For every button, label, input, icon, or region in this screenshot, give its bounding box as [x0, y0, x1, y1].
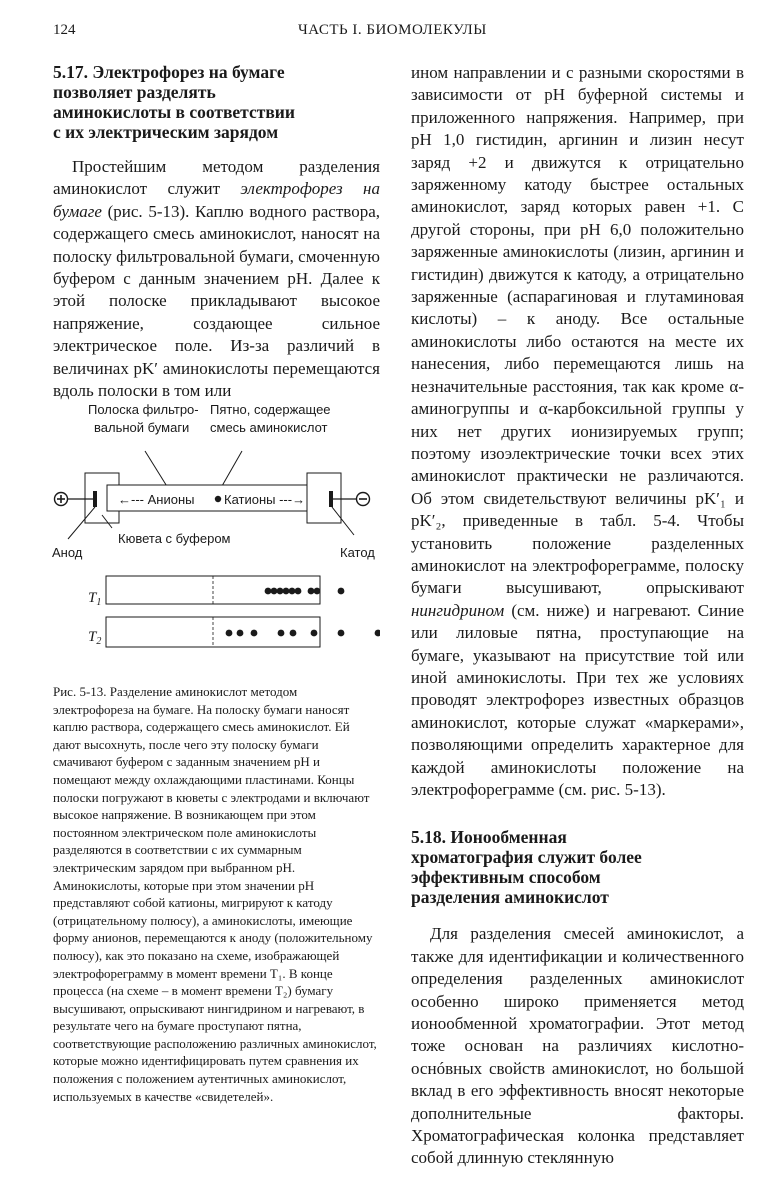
right-column — [411, 62, 744, 1170]
t2-amino-acid-spots — [226, 630, 380, 637]
amino-acid-spot — [311, 630, 318, 637]
section-5-17-title: 5.17. Электрофорез на бумаге позволяет разделять аминокислоты в соответствии с их электрическим зарядом — [53, 62, 295, 142]
label-filter-paper-strip: Полоска фильтро- — [88, 402, 199, 417]
amino-acid-spot — [290, 630, 297, 637]
cathode-cuvette — [307, 473, 341, 523]
amino-acid-spot — [338, 630, 345, 637]
amino-acid-spot — [237, 630, 244, 637]
amino-acid-spot — [283, 588, 290, 595]
running-head — [53, 22, 724, 42]
label-cations: Катионы ---→ — [224, 492, 306, 507]
amino-acid-spot — [251, 630, 258, 637]
amino-acid-spot — [308, 588, 315, 595]
amino-acid-spot — [265, 588, 272, 595]
figure-5-13-electrophoresis-diagram — [40, 395, 380, 665]
cathode-electrode — [329, 491, 333, 507]
amino-acid-spot — [314, 588, 321, 595]
t1-amino-acid-spots — [265, 588, 345, 595]
sample-spot — [215, 496, 221, 502]
figure-caption: Рис. 5-13. Разделение аминокислот методом электрофореза на бумаге. На полоску бумаги наносят каплю раствора, содержащего смесь аминокислот. Ей дают высохнуть, после чего эту полоску бумаги смачивают буфером с заданным значением pH и помещают между охлаждающими пластинами. Концы полоски погружают в кюветы с электродами и включают высокое напряжение. В возникающем при этом постоянном электрическом поле аминокислоты разделяются в соответствии с их суммарным электрическим зарядом при выбранном pH. Аминокислоты, которые при этом значении pH представляют собой катионы, мигрируют к катоду (отрицательному полюсу), а аминокислоты, имеющие форму анионов, перемещаются к аноду (положительному полюсу), как это показано на схеме, изображающей электрофореграмму в момент времени T₁. В конце процесса (на схеме – в момент времени T₂) бумагу высушивают, опрыскивают нингидрином и нагревают, в результате чего на бумаге проступают пятна, соответствующие расположению различных аминокислот, которые можно идентифицировать путем сравнения их положения с положением аутентичных аминокислот, используемых в качестве «свидетелей». — [53, 684, 377, 1104]
amino-acid-spot — [277, 588, 284, 595]
term-paper-electrophoresis: электрофорез на бумаге — [53, 179, 380, 221]
caption-lead: Рис. 5-13. — [53, 684, 107, 699]
amino-acid-spot — [295, 588, 302, 595]
amino-acid-spot — [271, 588, 278, 595]
anode-electrode — [93, 491, 97, 507]
label-anode: Анод — [52, 545, 83, 560]
label-t1: $T_1$ — [88, 590, 102, 608]
left-column — [53, 62, 380, 402]
term-ninhydrin: нингидрином — [411, 600, 505, 620]
amino-acid-spot — [226, 630, 233, 637]
amino-acid-spot — [375, 630, 380, 637]
label-t2: $T_2$ — [88, 629, 102, 647]
amino-acid-spot — [338, 588, 345, 595]
section-5-17-continued: ином направлении и с разными скоростями в зависимости от pH буферной системы и приложенного напряжения. Например, при pH 1,0 гистидин, аргинин и лизин несут заряд +2 и движутся к отрицательно заряженному катоду быстрее остальных аминокислот, заряд которых равен +1. С другой стороны, при pH 6,0 положительно заряженные аминокислоты (лизин, аргинин и гистидин) движутся к катоду, а отрицательно заряженные (аспарагиновая и глутаминовая кислоты) – к аноду. Все остальные аминокислоты либо остаются на месте их нанесения, либо перемещаются лишь на незначительные расстояния, так как кроме α-аминогруппы и α-карбоксильной группы у них нет других ионизируемых групп; поэтому изоэлектрические точки всех этих аминокислот практически не различаются. Об этом свидетельствуют величины pK′₁ и pK′₂, приведенные в табл. 5-4. Чтобы установить положение разделенных аминокислот на электрофореграмме, полоску бумаги высушивают, опрыскивают нингидрином (см. ниже) и нагревают. Синие или лиловые пятна, проступающие на бумаге, указывают на присутствие той или иной аминокислоты. При тех же условиях проводят электрофорез известных образцов аминокислот, которые служат «маркерами», позволяющими определить характерное для каждой аминокислоты положение на электрофореграмме (см. рис. 5-13). — [411, 63, 744, 799]
section-5-18-paragraph-1: Для разделения смесей аминокислот, а также для идентификации и количественного определения разделенных аминокислот особенно широко применяется метод ионообменной хроматографии. Этот метод тоже основан на различиях кислотно-оснóвных свойств аминокислот, но большой вклад в его эффективность вносят некоторые дополнительные факторы. Хроматографическая колонка представляет собой длинную стеклянную — [411, 924, 744, 1168]
amino-acid-spot — [289, 588, 296, 595]
label-filter-paper-strip-2: вальной бумаги — [94, 420, 190, 435]
label-sample-spot-2: смесь аминокислот — [210, 420, 328, 435]
chapter-title: ЧАСТЬ I. БИОМОЛЕКУЛЫ — [298, 22, 487, 38]
section-5-18-title: 5.18. Ионообменная хроматография служит более эффективным способом разделения аминокислот — [411, 827, 642, 908]
label-cuvette-with-buffer: Кювета с буфером — [118, 531, 231, 546]
page-number: 124 — [53, 22, 76, 38]
label-cathode: Катод — [340, 545, 375, 560]
amino-acid-spot — [278, 630, 285, 637]
label-sample-spot: Пятно, содержащее — [210, 402, 331, 417]
label-anions: ←--- Анионы — [118, 492, 195, 507]
section-5-17-paragraph-1: Простейшим методом разделения аминокислот служит электрофорез на бумаге (рис. 5-13). Каплю водного раствора, содержащего смесь аминокислот, наносят на полоску фильтровальной бумаги, смоченную буфером с данным значением pH. Далее к этой полоске прикладывают высокое напряжение, создающее сильное электрическое поле. Из-за различий в величинах pK′ аминокислоты перемещаются вдоль полоски в том или — [53, 157, 381, 401]
